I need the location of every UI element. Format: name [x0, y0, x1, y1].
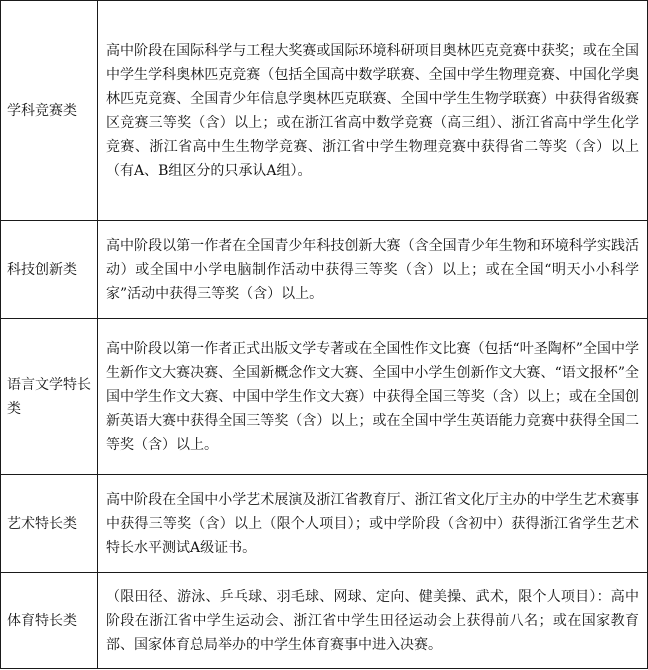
category-cell: 体育特长类 [1, 573, 98, 669]
category-cell: 科技创新类 [1, 221, 98, 319]
category-cell: 语言文学特长类 [1, 319, 98, 475]
table-row [1, 221, 648, 319]
table-row [1, 1, 648, 221]
category-cell: 学科竞赛类 [1, 1, 98, 221]
category-cell: 艺术特长类 [1, 475, 98, 573]
description-cell: 高中阶段以第一作者正式出版文学专著或在全国性作文比赛（包括“叶圣陶杯”全国中学生新作文大赛决赛、全国新概念作文大赛、全国中小学生创新作文大赛、“语文报杯”全国中学生作文大赛、中国中学生作文大赛）中获得全国三等奖（含）以上；或在全国创新英语大赛中获得全国三等奖（含）以上；或在全国中学生英语能力竞赛中获得全国二等奖（含）以上。 [98, 319, 648, 475]
table-row [1, 319, 648, 475]
table-row [1, 573, 648, 669]
table-row [1, 475, 648, 573]
description-cell: （限田径、游泳、乒乓球、羽毛球、网球、定向、健美操、武术，限个人项目）：高中阶段在浙江省中学生运动会、浙江省中学生田径运动会上获得前八名；或在国家教育部、国家体育总局举办的中学生体育赛事中进入决赛。 [98, 573, 648, 669]
description-cell: 高中阶段在全国中小学艺术展演及浙江省教育厅、浙江省文化厅主办的中学生艺术赛事中获得三等奖（含）以上（限个人项目）；或中学阶段（含初中）获得浙江省学生艺术特长水平测试A级证书。 [98, 475, 648, 573]
description-cell: 高中阶段在国际科学与工程大奖赛或国际环境科研项目奥林匹克竞赛中获奖；或在全国中学生学科奥林匹克竞赛（包括全国高中数学联赛、全国中学生物理竞赛、中国化学奥林匹克竞赛、全国青少年信息学奥林匹克联赛、全国中学生生物学联赛）中获得省级赛区竞赛三等奖（含）以上；或在浙江省高中数学竞赛（高三组）、浙江省高中学生化学竞赛、浙江省高中生生物学竞赛、浙江省中学生物理竞赛中获得省二等奖（含）以上（有A、B组区分的只承认A组）。 [98, 1, 648, 221]
description-cell: 高中阶段以第一作者在全国青少年科技创新大赛（含全国青少年生物和环境科学实践活动）或全国中小学电脑制作活动中获得三等奖（含）以上；或在全国“明天小小科学家”活动中获得三等奖（含）以上。 [98, 221, 648, 319]
